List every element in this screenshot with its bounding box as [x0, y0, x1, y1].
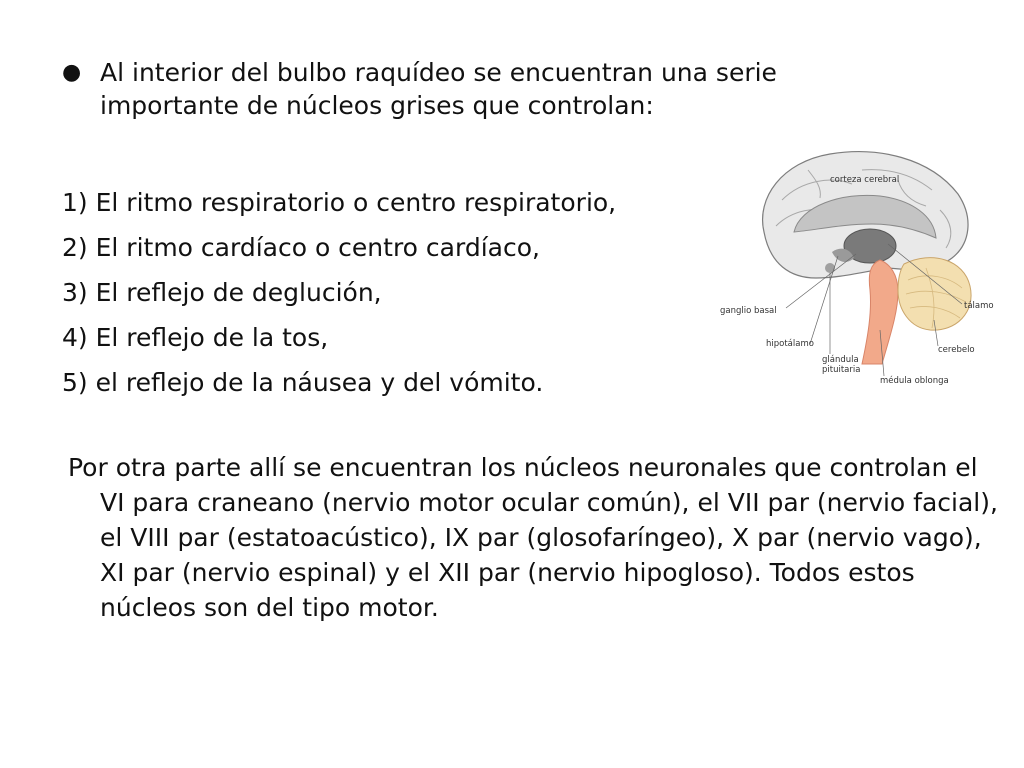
list-item: 1) El ritmo respiratorio o centro respiratorio, [62, 188, 617, 217]
label-hypothalamus: hipotálamo [766, 339, 814, 349]
label-thalamus: tálamo [964, 301, 994, 311]
list-item: 3) El reflejo de deglución, [62, 278, 382, 307]
bullet-text: Al interior del bulbo raquídeo se encuentran una serie importante de núcleos grises que controlan: [100, 58, 777, 120]
cerebellum-shape [898, 258, 971, 330]
label-pituitary-line1: glándula [822, 355, 859, 365]
brainstem-shape [862, 260, 898, 364]
list-item: 2) El ritmo cardíaco o centro cardíaco, [62, 233, 540, 262]
label-cerebellum: cerebelo [938, 345, 975, 355]
numbered-list [62, 180, 722, 405]
cranial-nerves-paragraph: Por otra parte allí se encuentran los núcleos neuronales que controlan el VI para craneano (nervio motor ocular común), el VII par (nervio facial), el VIII par (estatoacústico), IX par (glosofaríngeo), X par (nervio vago), XI par (nervio espinal) y el XII par (nervio hipogloso). Todos estos núcleos son del tipo motor. [68, 453, 998, 622]
bullet-point [62, 56, 882, 122]
list-item: 5) el reflejo de la náusea y del vómito. [62, 368, 544, 397]
bullet-dot-icon: ● [62, 60, 82, 85]
brain-diagram [712, 140, 1002, 390]
label-cortex: corteza cerebral [830, 175, 900, 185]
label-basal-ganglion: ganglio basal [720, 306, 777, 316]
label-pituitary-line2: pituitaria [822, 365, 861, 375]
label-medulla: médula oblonga [880, 376, 949, 386]
list-item: 4) El reflejo de la tos, [62, 323, 329, 352]
